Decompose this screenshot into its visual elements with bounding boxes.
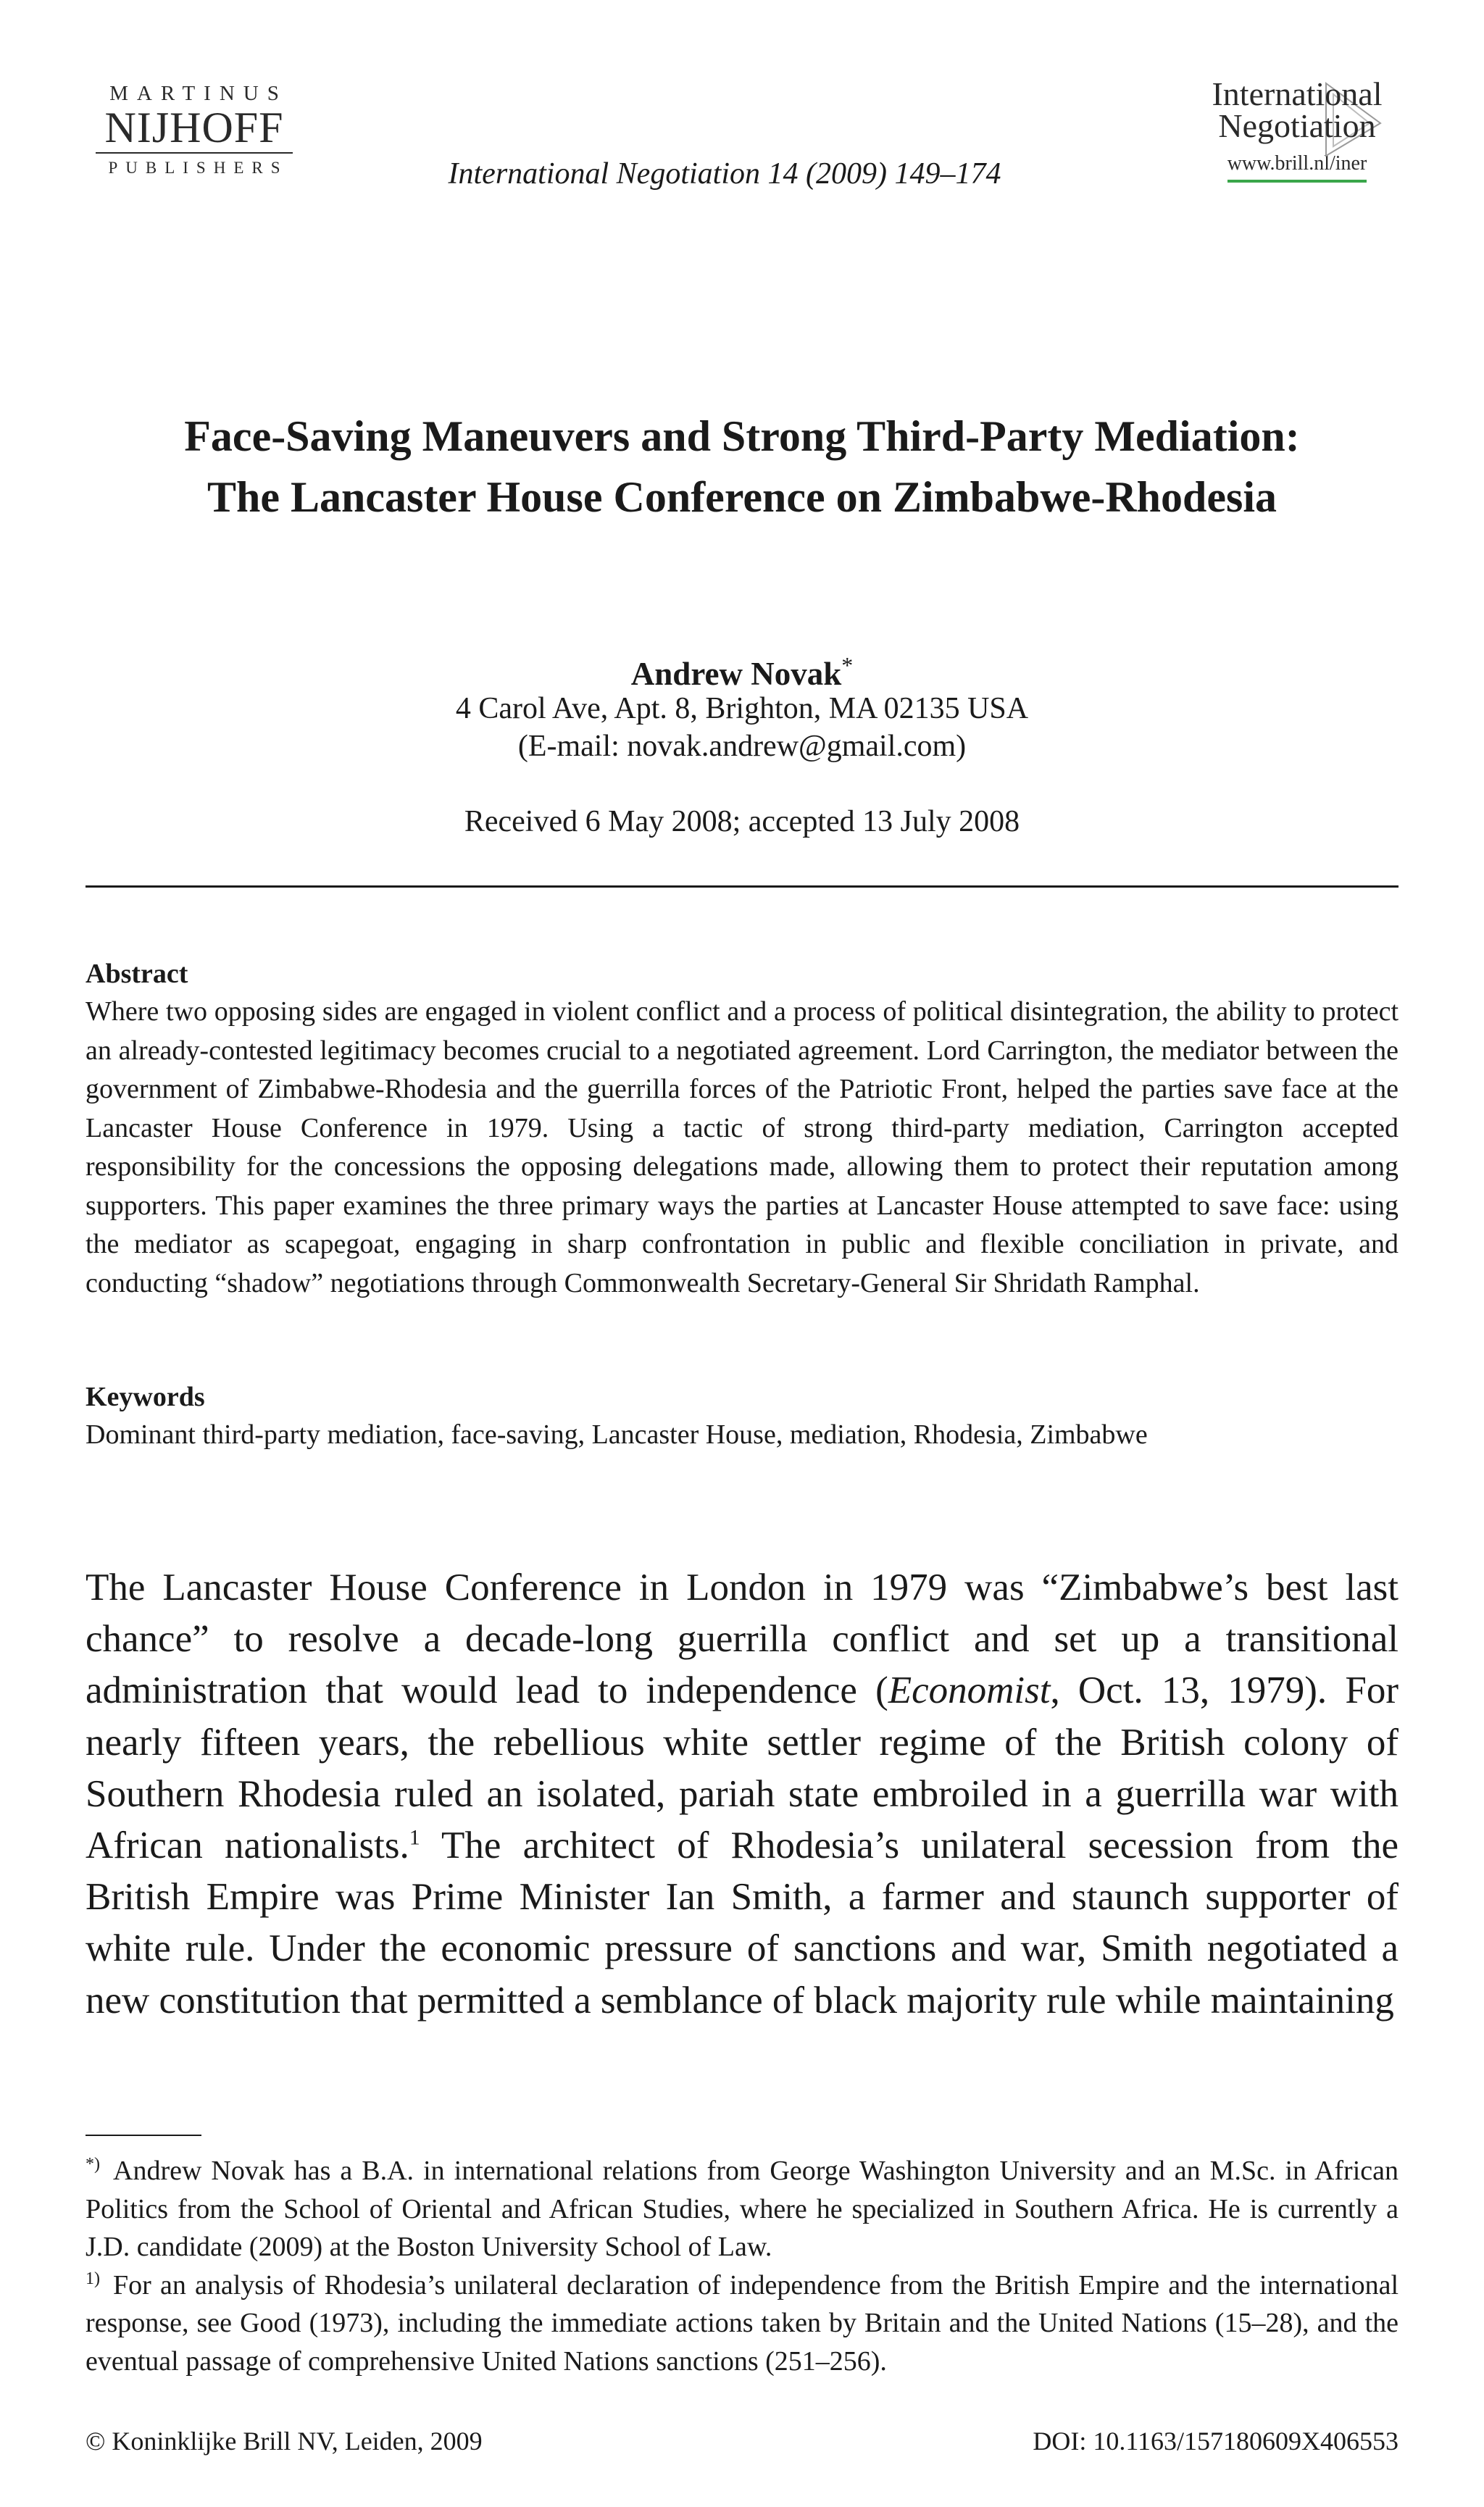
publisher-line-3: PUBLISHERS <box>108 159 288 177</box>
author-affiliation <box>72 690 1412 765</box>
title-line-1: Face-Saving Maneuvers and Strong Third-Party Mediation: <box>184 412 1300 460</box>
author-email: (E-mail: novak.andrew@gmail.com) <box>517 730 967 763</box>
author-footnote-mark: * <box>841 652 854 678</box>
journal-logo-line-1: International <box>1212 75 1383 112</box>
title-divider <box>86 885 1398 888</box>
body-italic-source: Economist <box>888 1669 1051 1712</box>
journal-logo-line-2: Negotiation <box>1218 107 1376 144</box>
abstract-heading: Abstract <box>86 959 188 989</box>
footnotes <box>86 2152 1398 2380</box>
keywords-text: Dominant third-party mediation, face-saving, Lancaster House, mediation, Rhodesia, Zimbabwe <box>86 1419 1148 1450</box>
footnote-ref-1[interactable]: 1 <box>409 1825 420 1850</box>
body-text-segment-1: The Lancaster House Conference in London in 1979 was “Zimbabwe’s best last chance” to resolve a decade-long guerrilla conflict and set up a transitional administration that would lead to independence ( <box>86 1567 1398 1712</box>
footnote-text: For an analysis of Rhodesia’s unilateral declaration of independence from the British Empire and the international response, see Good (1973), including the immediate actions taken by Britain and the United Nations (15–28), and the eventual passage of comprehensive United Nations sanctions (251–256). <box>86 2269 1398 2377</box>
journal-logo <box>1188 75 1406 183</box>
body-paragraph <box>86 1562 1398 2027</box>
received-dates: Received 6 May 2008; accepted 13 July 2008 <box>464 805 1020 838</box>
footnote-author <box>86 2152 1398 2266</box>
footnote-text: Andrew Novak has a B.A. in international relations from George Washington University and an M.Sc. in African Politics from the School of Oriental and African Studies, where he specialized in Southern Africa. He is currently a J.D. candidate (2009) at the Boston University School of Law. <box>86 2156 1398 2262</box>
publisher-line-2: NIJHOFF <box>96 106 293 154</box>
footnote-mark: 1) <box>86 2269 100 2288</box>
journal-url-link[interactable]: www.brill.nl/iner <box>1227 151 1367 183</box>
publisher-line-1: MARTINUS <box>109 82 288 105</box>
body-text <box>86 1562 1398 2027</box>
footnote-1 <box>86 2266 1398 2381</box>
footnote-divider <box>86 2135 201 2136</box>
body-text-segment-3: The architect of Rhodesia’s unilateral secession from the British Empire was Prime Minister Ian Smith, a farmer and staunch supporter of white rule. Under the economic pressure of sanctions and war, Smith negotiated a new constitution that permitted a semblance of black majority rule while maintaining <box>86 1824 1398 2022</box>
running-head: International Negotiation 14 (2009) 149–174 <box>448 157 1001 191</box>
author-block <box>72 645 1412 694</box>
copyright-notice: © Koninklijke Brill NV, Leiden, 2009 <box>86 2427 483 2456</box>
abstract-text: Where two opposing sides are engaged in violent conflict and a process of political disintegration, the ability to protect an already-contested legitimacy becomes crucial to a negotiated agreement. Lord Carrington, the mediator between the government of Zimbabwe-Rhodesia and the guerrilla forces of the Patriotic Front, helped the parties save face at the Lancaster House Conference in 1979. Using a tactic of strong third-party mediation, Carrington accepted responsibility for the concessions the opposing delegations made, allowing them to protect their reputation among supporters. This paper examines the three primary ways the parties at Lancaster House attempted to save face: using the mediator as scapegoat, engaging in sharp confrontation in public and flexible conciliation in private, and conducting “shadow” negotiations through Commonwealth Secretary-General Sir Shridath Ramphal. <box>86 996 1398 1298</box>
author-name: Andrew Novak <box>630 656 842 692</box>
body-text-segment-2: , Oct. 13, 1979). For nearly fifteen years, the rebellious white settler regime of the British colony of Southern Rhodesia ruled an isolated, pariah state embroiled in a guerrilla war with African nationalists. <box>86 1669 1398 1867</box>
doi-link[interactable]: DOI: 10.1163/157180609X406553 <box>1033 2427 1398 2456</box>
author-address: 4 Carol Ave, Apt. 8, Brighton, MA 02135 USA <box>455 692 1029 725</box>
footnote-mark: *) <box>86 2155 100 2174</box>
article-title <box>72 406 1412 527</box>
publisher-logo <box>86 81 303 180</box>
keywords-heading: Keywords <box>86 1382 205 1412</box>
title-line-2: The Lancaster House Conference on Zimbabwe-Rhodesia <box>207 473 1277 521</box>
